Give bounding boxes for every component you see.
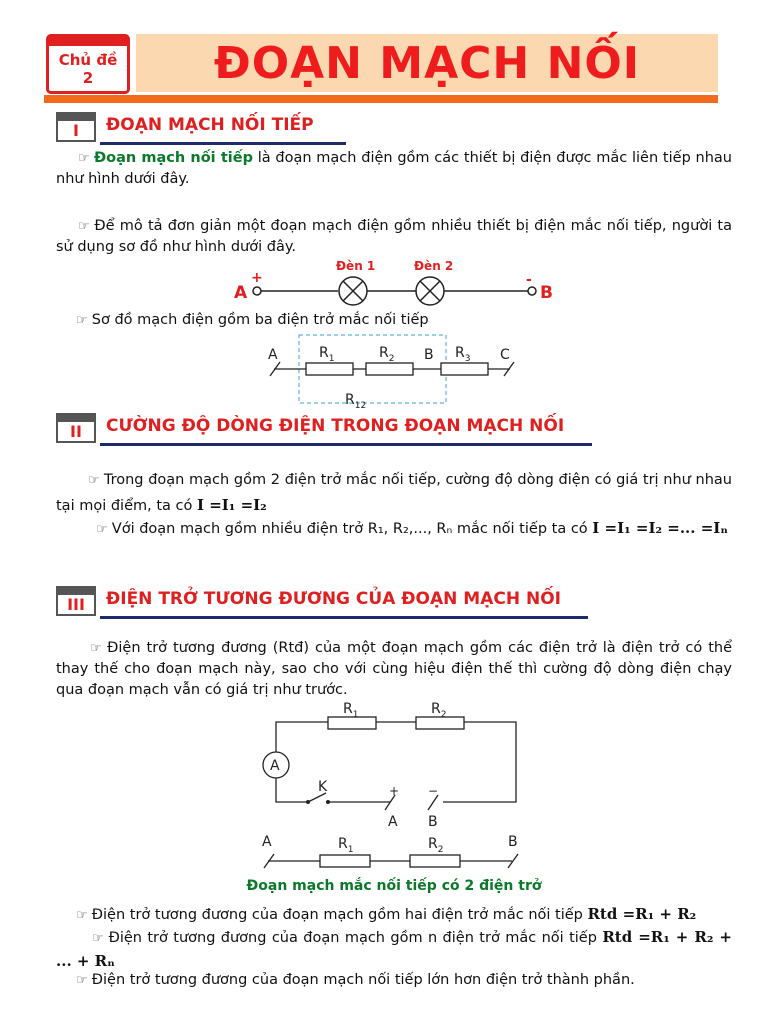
label-c: C — [500, 347, 510, 363]
resistor-r2 — [410, 855, 460, 867]
svg-text:A: A — [270, 758, 280, 774]
lamp-2-label: Đèn 2 — [414, 259, 454, 273]
header-divider — [44, 95, 718, 103]
resistor-r1 — [320, 855, 370, 867]
window-icon: III — [56, 586, 96, 616]
svg-text:B: B — [428, 814, 438, 830]
hand-pointing-icon: ☞ — [78, 219, 95, 234]
section-header-1 — [56, 112, 346, 142]
svg-text:+: + — [389, 784, 400, 798]
lamp-series-diagram — [228, 256, 558, 306]
resistor-r2 — [366, 363, 413, 375]
paragraph-diagram-intro: ☞ Để mô tả đơn giản một đoạn mạch điện gồm nhiều thiết bị điện mắc nối tiếp, người ta sử dụng sơ đồ như hình dưới đây. — [56, 218, 732, 255]
svg-text:A: A — [388, 814, 398, 830]
switch-icon — [308, 793, 326, 802]
lamp-1-label: Đèn 1 — [336, 259, 376, 273]
formula-rtd-n: Rtd =R₁ + R₂ + ... + Rₙ — [56, 928, 732, 970]
paragraph-current-n-resistors: ☞ Với đoạn mạch gồm nhiều điện trở R₁, R₂,..., Rₙ mắc nối tiếp ta có I =I₁ =I₂ =... =Iₙ — [96, 519, 729, 537]
window-icon: I — [56, 112, 96, 142]
svg-text:R12: $R_{12}$ — [345, 392, 367, 411]
svg-text:R2: $R_2$ — [379, 345, 395, 364]
hand-pointing-icon: ☞ — [92, 931, 109, 946]
formula-rtd-two: Rtd =R₁ + R₂ — [587, 905, 697, 923]
topic-badge — [46, 34, 130, 94]
topic-badge-line2: 2 — [82, 69, 94, 87]
svg-text:R1: $R_1$ — [319, 345, 335, 364]
hand-pointing-icon: ☞ — [96, 522, 112, 537]
figure-caption: Đoạn mạch mắc nối tiếp có 2 điện trở — [246, 878, 542, 894]
paragraph-rtd-two: ☞ Điện trở tương đương của đoạn mạch gồm hai điện trở mắc nối tiếp Rtd =R₁ + R₂ — [76, 905, 697, 923]
paragraph-rtd-larger: ☞ Điện trở tương đương của đoạn mạch nối tiếp lớn hơn điện trở thành phần. — [76, 972, 635, 988]
hand-pointing-icon: ☞ — [78, 151, 94, 166]
svg-text:−: − — [428, 784, 439, 798]
svg-text:R1: $R_1$ — [338, 836, 354, 855]
svg-text:A: A — [262, 834, 272, 850]
svg-text:B: B — [508, 834, 518, 850]
svg-text:R2: $R_2$ — [431, 701, 447, 720]
section-title-3: ĐIỆN TRỞ TƯƠNG ĐƯƠNG CỦA ĐOẠN MẠCH NỐI — [106, 589, 561, 609]
label-a: A — [268, 347, 278, 363]
resistor-r3 — [441, 363, 488, 375]
key-label: K — [318, 779, 328, 795]
topic-badge-line1: Chủ đề — [58, 51, 118, 69]
label-b: B — [424, 347, 434, 363]
plus-sign: + — [251, 270, 263, 286]
node-a-label: A — [234, 283, 248, 303]
ammeter-circuit-diagram — [258, 698, 528, 878]
minus-sign: - — [526, 272, 532, 288]
resistor-r1 — [306, 363, 353, 375]
hand-pointing-icon: ☞ — [90, 641, 108, 656]
node-b-label: B — [540, 283, 553, 303]
section-title-2: CƯỜNG ĐỘ DÒNG ĐIỆN TRONG ĐOẠN MẠCH NỐI — [106, 416, 565, 436]
svg-text:R3: $R_3$ — [455, 345, 471, 364]
section-title-1: ĐOẠN MẠCH NỐI TIẾP — [106, 115, 314, 135]
paragraph-rtd-n: ☞ Điện trở tương đương của đoạn mạch gồm n điện trở mắc nối tiếp Rtd =R₁ + R₂ + ... + Rₙ — [56, 928, 732, 970]
section-header-3 — [56, 586, 596, 616]
hand-pointing-icon: ☞ — [76, 973, 92, 988]
section-header-2 — [56, 413, 596, 443]
hand-pointing-icon: ☞ — [88, 473, 104, 488]
hand-pointing-icon: ☞ — [76, 313, 92, 328]
paragraph-three-resistors: ☞ Sơ đồ mạch điện gồm ba điện trở mắc nối tiếp — [76, 312, 429, 328]
hand-pointing-icon: ☞ — [76, 908, 92, 923]
three-resistor-diagram — [258, 332, 528, 412]
svg-text:R2: $R_2$ — [428, 836, 444, 855]
window-icon: II — [56, 413, 96, 443]
svg-text:R1: $R_1$ — [343, 701, 359, 720]
paragraph-series-definition: ☞ Đoạn mạch nối tiếp là đoạn mạch điện gồm các thiết bị điện được mắc liên tiếp nhau như hình dưới đây. — [56, 150, 732, 187]
formula-current-n: I =I₁ =I₂ =... =Iₙ — [592, 519, 729, 537]
paragraph-equivalent-resistance: ☞ Điện trở tương đương (Rtđ) của một đoạn mạch gồm các điện trở là điện trở có thể thay thế cho đoạn mạch này, sao cho với cùng hiệu điện thế thì cường độ dòng điện chạy qua đoạn mạch vẫn có giá trị như trước. — [56, 640, 732, 698]
page-title: ĐOẠN MẠCH NỐI — [213, 38, 641, 89]
formula-current-2: I =I₁ =I₂ — [196, 496, 267, 514]
paragraph-current-two-resistors: ☞ Trong đoạn mạch gồm 2 điện trở mắc nối tiếp, cường độ dòng điện có giá trị như nhau tại mọi điểm, ta có I =I₁ =I₂ — [56, 472, 732, 514]
